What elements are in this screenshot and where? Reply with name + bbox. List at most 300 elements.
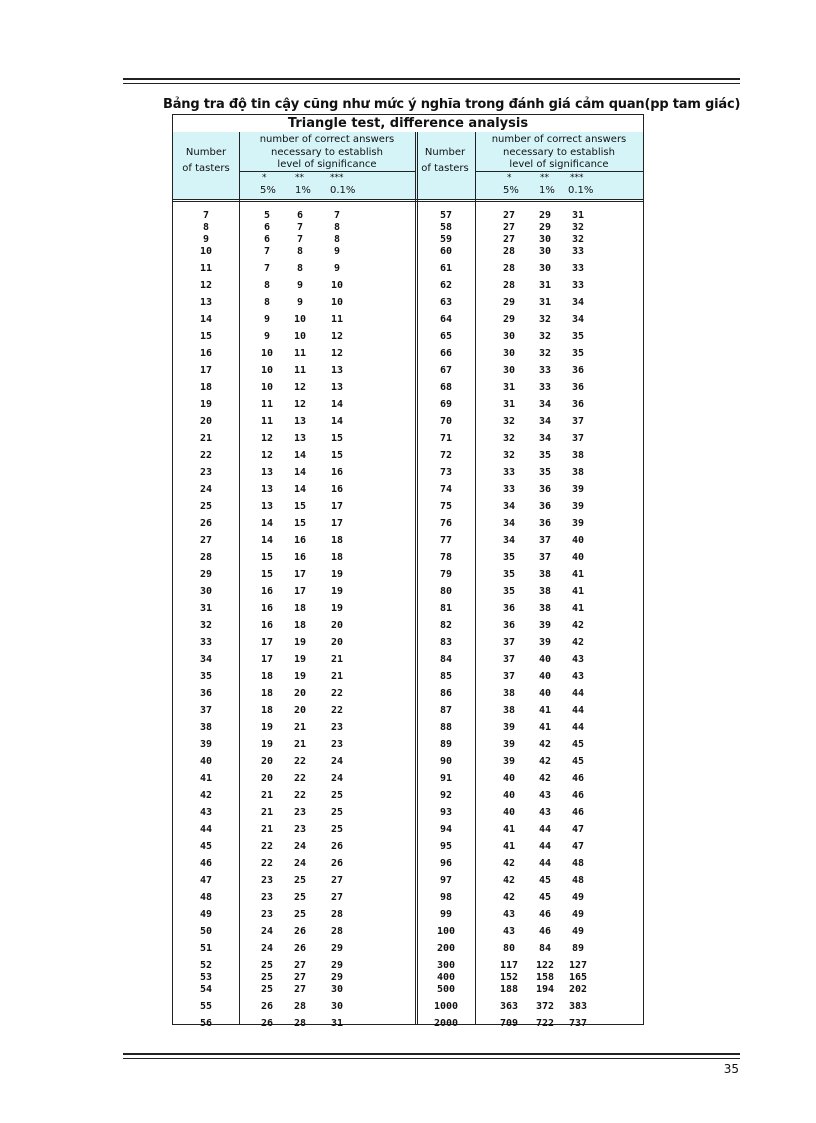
correct-answers-cell: 9 [296,280,304,291]
correct-answers-cell: 16 [260,586,274,597]
correct-answers-cell: 44 [538,841,552,852]
level-01-left: 0.1% [330,185,356,196]
correct-answers-cell: 33 [571,280,585,291]
correct-answers-cell: 158 [535,972,555,983]
tasters-cell: 99 [439,909,453,920]
correct-answers-cell: 36 [538,518,552,529]
correct-answers-cell: 8 [296,263,304,274]
tasters-cell: 7 [202,210,210,221]
correct-answers-cell: 6 [296,210,304,221]
correct-answers-cell: 38 [538,603,552,614]
correct-answers-cell: 16 [330,467,344,478]
correct-answers-cell: 38 [502,705,516,716]
correct-answers-cell: 41 [538,722,552,733]
correct-answers-cell: 9 [333,246,341,257]
correct-answers-cell: 25 [330,790,344,801]
correct-answers-cell: 19 [293,654,307,665]
correct-answers-cell: 7 [263,246,271,257]
tasters-cell: 71 [439,433,453,444]
correct-answers-cell: 49 [571,926,585,937]
tasters-cell: 74 [439,484,453,495]
tasters-cell: 55 [199,1001,213,1012]
tasters-cell: 400 [436,972,456,983]
correct-answers-cell: 7 [263,263,271,274]
correct-answers-cell: 37 [502,671,516,682]
tasters-cell: 16 [199,348,213,359]
correct-answers-cell: 26 [330,858,344,869]
correct-answers-cell: 45 [571,756,585,767]
correct-answers-cell: 20 [260,773,274,784]
correct-answers-cell: 44 [571,688,585,699]
table-row [173,721,643,735]
table-row [173,874,643,888]
tasters-cell: 47 [199,875,213,886]
correct-answers-cell: 202 [568,984,588,995]
correct-answers-cell: 12 [293,382,307,393]
tasters-cell: 46 [199,858,213,869]
correct-answers-cell: 27 [330,875,344,886]
tasters-cell: 78 [439,552,453,563]
table-row [173,296,643,310]
table-row [173,500,643,514]
correct-answers-cell: 14 [260,535,274,546]
table-row [173,670,643,684]
table-row [173,857,643,871]
correct-answers-cell: 17 [260,654,274,665]
correct-answers-cell: 34 [571,314,585,325]
correct-answers-cell: 7 [296,222,304,233]
correct-answers-cell: 38 [538,586,552,597]
correct-answers-cell: 17 [293,586,307,597]
correct-answers-cell: 30 [538,234,552,245]
tasters-cell: 18 [199,382,213,393]
correct-answers-cell: 33 [571,246,585,257]
table-row [173,738,643,752]
correct-answers-cell: 39 [571,484,585,495]
correct-answers-cell: 14 [293,467,307,478]
correct-answers-cell: 22 [293,790,307,801]
tasters-cell: 49 [199,909,213,920]
correct-answers-cell: 39 [538,620,552,631]
table-row [173,823,643,837]
tasters-cell: 54 [199,984,213,995]
correct-answers-cell: 34 [538,399,552,410]
correct-answers-cell: 18 [293,603,307,614]
correct-answers-cell: 29 [330,960,344,971]
correct-answers-cell: 23 [260,909,274,920]
correct-answers-cell: 10 [293,314,307,325]
tasters-cell: 44 [199,824,213,835]
correct-answers-cell: 21 [293,722,307,733]
correct-answers-cell: 39 [538,637,552,648]
tasters-cell: 39 [199,739,213,750]
tasters-cell: 38 [199,722,213,733]
correct-answers-cell: 9 [333,263,341,274]
table-row [173,313,643,327]
correct-answers-cell: 33 [571,263,585,274]
correct-answers-cell: 152 [499,972,519,983]
correct-answers-cell: 25 [330,807,344,818]
tasters-cell: 83 [439,637,453,648]
correct-answers-cell: 24 [260,926,274,937]
correct-answers-cell: 39 [571,501,585,512]
correct-answers-cell: 722 [535,1018,555,1029]
correct-answers-cell: 12 [260,433,274,444]
tasters-cell: 65 [439,331,453,342]
correct-answers-cell: 8 [333,222,341,233]
correct-answers-cell: 46 [538,926,552,937]
correct-answers-cell: 28 [330,909,344,920]
correct-answers-cell: 41 [571,569,585,580]
tasters-cell: 48 [199,892,213,903]
correct-answers-cell: 37 [571,416,585,427]
tasters-cell: 40 [199,756,213,767]
correct-answers-cell: 36 [571,399,585,410]
correct-answers-cell: 41 [502,841,516,852]
tasters-cell: 35 [199,671,213,682]
correct-answers-cell: 40 [538,688,552,699]
col-desc-header-right [475,134,643,172]
correct-answers-cell: 15 [293,518,307,529]
tasters-cell: 87 [439,705,453,716]
tasters-cell: 85 [439,671,453,682]
correct-answers-cell: 16 [293,552,307,563]
table-row [173,364,643,378]
correct-answers-cell: 8 [333,234,341,245]
tasters-cell: 30 [199,586,213,597]
tasters-cell: 51 [199,943,213,954]
table-row [173,602,643,616]
tasters-cell: 8 [202,222,210,233]
star-1-left: * [262,173,267,183]
correct-answers-cell: 34 [502,535,516,546]
correct-answers-cell: 19 [293,637,307,648]
table-row [173,789,643,803]
correct-answers-cell: 27 [293,960,307,971]
correct-answers-cell: 40 [571,535,585,546]
correct-answers-cell: 28 [293,1001,307,1012]
table-row [173,942,643,956]
correct-answers-cell: 89 [571,943,585,954]
correct-answers-cell: 16 [260,620,274,631]
correct-answers-cell: 13 [260,467,274,478]
top-rule [123,78,740,84]
correct-answers-cell: 127 [568,960,588,971]
tasters-cell: 53 [199,972,213,983]
tasters-cell: 64 [439,314,453,325]
correct-answers-cell: 194 [535,984,555,995]
correct-answers-cell: 35 [538,467,552,478]
correct-answers-cell: 23 [293,807,307,818]
correct-answers-cell: 40 [502,773,516,784]
table-row [173,551,643,565]
correct-answers-cell: 11 [293,365,307,376]
correct-answers-cell: 10 [330,280,344,291]
correct-answers-cell: 27 [330,892,344,903]
tasters-cell: 60 [439,246,453,257]
correct-answers-cell: 31 [571,210,585,221]
correct-answers-cell: 28 [502,280,516,291]
correct-answers-cell: 28 [293,1018,307,1029]
tasters-cell: 94 [439,824,453,835]
correct-answers-cell: 30 [502,365,516,376]
correct-answers-cell: 18 [260,671,274,682]
tasters-cell: 69 [439,399,453,410]
correct-answers-cell: 40 [538,671,552,682]
correct-answers-cell: 42 [538,739,552,750]
correct-answers-cell: 8 [263,280,271,291]
correct-answers-cell: 35 [571,348,585,359]
col-desc-line2: necessary to establish [271,146,383,158]
correct-answers-cell: 19 [260,739,274,750]
table-row [173,381,643,395]
correct-answers-cell: 30 [330,984,344,995]
correct-answers-cell: 15 [293,501,307,512]
correct-answers-cell: 42 [538,756,552,767]
correct-answers-cell: 16 [260,603,274,614]
tasters-cell: 66 [439,348,453,359]
correct-answers-cell: 19 [293,671,307,682]
correct-answers-cell: 30 [502,331,516,342]
correct-answers-cell: 48 [571,858,585,869]
level-01-right: 0.1% [568,185,594,196]
tasters-cell: 82 [439,620,453,631]
correct-answers-cell: 21 [293,739,307,750]
correct-answers-cell: 26 [260,1001,274,1012]
tasters-cell: 10 [199,246,213,257]
correct-answers-cell: 22 [330,705,344,716]
correct-answers-cell: 20 [293,705,307,716]
tasters-cell: 75 [439,501,453,512]
correct-answers-cell: 31 [330,1018,344,1029]
correct-answers-cell: 41 [502,824,516,835]
correct-answers-cell: 43 [571,671,585,682]
tasters-cell: 1000 [433,1001,459,1012]
correct-answers-cell: 10 [260,382,274,393]
tasters-cell: 90 [439,756,453,767]
correct-answers-cell: 36 [538,501,552,512]
tasters-cell: 200 [436,943,456,954]
tasters-cell: 73 [439,467,453,478]
table-row [173,330,643,344]
correct-answers-cell: 117 [499,960,519,971]
tasters-cell: 100 [436,926,456,937]
correct-answers-cell: 15 [330,433,344,444]
correct-answers-cell: 23 [260,875,274,886]
correct-answers-cell: 45 [571,739,585,750]
correct-answers-cell: 24 [330,756,344,767]
correct-answers-cell: 24 [260,943,274,954]
correct-answers-cell: 19 [330,603,344,614]
correct-answers-cell: 17 [330,501,344,512]
level-1-left: 1% [295,185,311,196]
tasters-cell: 91 [439,773,453,784]
table-row [173,245,643,259]
correct-answers-cell: 20 [330,620,344,631]
tasters-cell: 96 [439,858,453,869]
correct-answers-cell: 31 [502,382,516,393]
correct-answers-cell: 33 [502,467,516,478]
correct-answers-cell: 43 [538,790,552,801]
correct-answers-cell: 13 [293,433,307,444]
level-5-right: 5% [503,185,519,196]
correct-answers-cell: 16 [330,484,344,495]
correct-answers-cell: 36 [571,382,585,393]
correct-answers-cell: 14 [330,399,344,410]
correct-answers-cell: 37 [502,637,516,648]
correct-answers-cell: 15 [260,569,274,580]
correct-answers-cell: 383 [568,1001,588,1012]
correct-answers-cell: 39 [502,756,516,767]
correct-answers-cell: 28 [502,263,516,274]
correct-answers-cell: 38 [538,569,552,580]
correct-answers-cell: 42 [571,620,585,631]
correct-answers-cell: 41 [571,603,585,614]
triangle-test-table [172,114,644,1029]
correct-answers-cell: 24 [330,773,344,784]
correct-answers-cell: 43 [502,909,516,920]
correct-answers-cell: 16 [293,535,307,546]
page-heading: Bảng tra độ tin cậy cũng như mức ý nghĩa trong đánh giá cảm quan(pp tam giác) [163,97,741,112]
table-row [173,636,643,650]
correct-answers-cell: 32 [538,314,552,325]
correct-answers-cell: 24 [293,841,307,852]
table-row [173,483,643,497]
correct-answers-cell: 46 [538,909,552,920]
correct-answers-cell: 709 [499,1018,519,1029]
tasters-cell: 34 [199,654,213,665]
correct-answers-cell: 26 [330,841,344,852]
tasters-cell: 80 [439,586,453,597]
correct-answers-cell: 17 [293,569,307,580]
correct-answers-cell: 26 [293,926,307,937]
tasters-cell: 15 [199,331,213,342]
correct-answers-cell: 25 [260,984,274,995]
correct-answers-cell: 37 [571,433,585,444]
correct-answers-cell: 12 [330,348,344,359]
table-title: Triangle test, difference analysis [173,115,643,133]
table-row [173,704,643,718]
tasters-cell: 13 [199,297,213,308]
correct-answers-cell: 49 [571,892,585,903]
col-desc-line1: number of correct answers [259,134,395,145]
correct-answers-cell: 13 [330,365,344,376]
correct-answers-cell: 32 [502,416,516,427]
col-desc-line1: number of correct answers [491,134,627,145]
correct-answers-cell: 29 [330,972,344,983]
col-desc-line2: necessary to establish [503,146,615,158]
tasters-cell: 2000 [433,1018,459,1029]
correct-answers-cell: 23 [330,722,344,733]
correct-answers-cell: 36 [538,484,552,495]
tasters-cell: 56 [199,1018,213,1029]
tasters-cell: 59 [439,234,453,245]
tasters-cell: 500 [436,984,456,995]
tasters-cell: 25 [199,501,213,512]
correct-answers-cell: 47 [571,824,585,835]
star-2-right: ** [540,173,549,183]
table-row [173,415,643,429]
correct-answers-cell: 13 [260,484,274,495]
correct-answers-cell: 23 [293,824,307,835]
correct-answers-cell: 32 [571,222,585,233]
tasters-cell: 36 [199,688,213,699]
table-row [173,347,643,361]
correct-answers-cell: 11 [260,416,274,427]
header-divider-left [239,171,415,172]
correct-answers-cell: 31 [538,280,552,291]
col-number-header-right [414,145,476,177]
tasters-cell: 37 [199,705,213,716]
correct-answers-cell: 363 [499,1001,519,1012]
correct-answers-cell: 20 [260,756,274,767]
page-number: 35 [723,1062,739,1076]
correct-answers-cell: 40 [571,552,585,563]
correct-answers-cell: 38 [502,688,516,699]
tasters-cell: 33 [199,637,213,648]
correct-answers-cell: 39 [571,518,585,529]
correct-answers-cell: 31 [538,297,552,308]
correct-answers-cell: 10 [293,331,307,342]
correct-answers-cell: 8 [296,246,304,257]
correct-answers-cell: 26 [260,1018,274,1029]
tasters-cell: 29 [199,569,213,580]
correct-answers-cell: 25 [260,960,274,971]
correct-answers-cell: 38 [571,450,585,461]
tasters-cell: 20 [199,416,213,427]
table-row [173,1000,643,1014]
table-row [173,1017,643,1031]
correct-answers-cell: 13 [260,501,274,512]
table-row [173,466,643,480]
correct-answers-cell: 40 [502,807,516,818]
table-row [173,432,643,446]
level-1-right: 1% [539,185,555,196]
correct-answers-cell: 22 [260,841,274,852]
correct-answers-cell: 372 [535,1001,555,1012]
table-row [173,653,643,667]
correct-answers-cell: 22 [330,688,344,699]
tasters-cell: 79 [439,569,453,580]
table-row [173,619,643,633]
table-row [173,517,643,531]
correct-answers-cell: 30 [330,1001,344,1012]
correct-answers-cell: 23 [330,739,344,750]
table-row [173,908,643,922]
correct-answers-cell: 11 [260,399,274,410]
table-row [173,262,643,276]
tasters-cell: 57 [439,210,453,221]
col-desc-line3: level of significance [277,159,377,170]
table-row [173,840,643,854]
correct-answers-cell: 33 [538,382,552,393]
table-row [173,279,643,293]
correct-answers-cell: 33 [538,365,552,376]
col-number-header-left [173,145,239,177]
correct-answers-cell: 8 [263,297,271,308]
tasters-cell: 300 [436,960,456,971]
correct-answers-cell: 32 [502,433,516,444]
tasters-cell: 11 [199,263,213,274]
correct-answers-cell: 27 [502,234,516,245]
correct-answers-cell: 25 [330,824,344,835]
tasters-cell: 19 [199,399,213,410]
correct-answers-cell: 31 [502,399,516,410]
tasters-cell: 31 [199,603,213,614]
correct-answers-cell: 737 [568,1018,588,1029]
correct-answers-cell: 18 [293,620,307,631]
correct-answers-cell: 18 [330,552,344,563]
